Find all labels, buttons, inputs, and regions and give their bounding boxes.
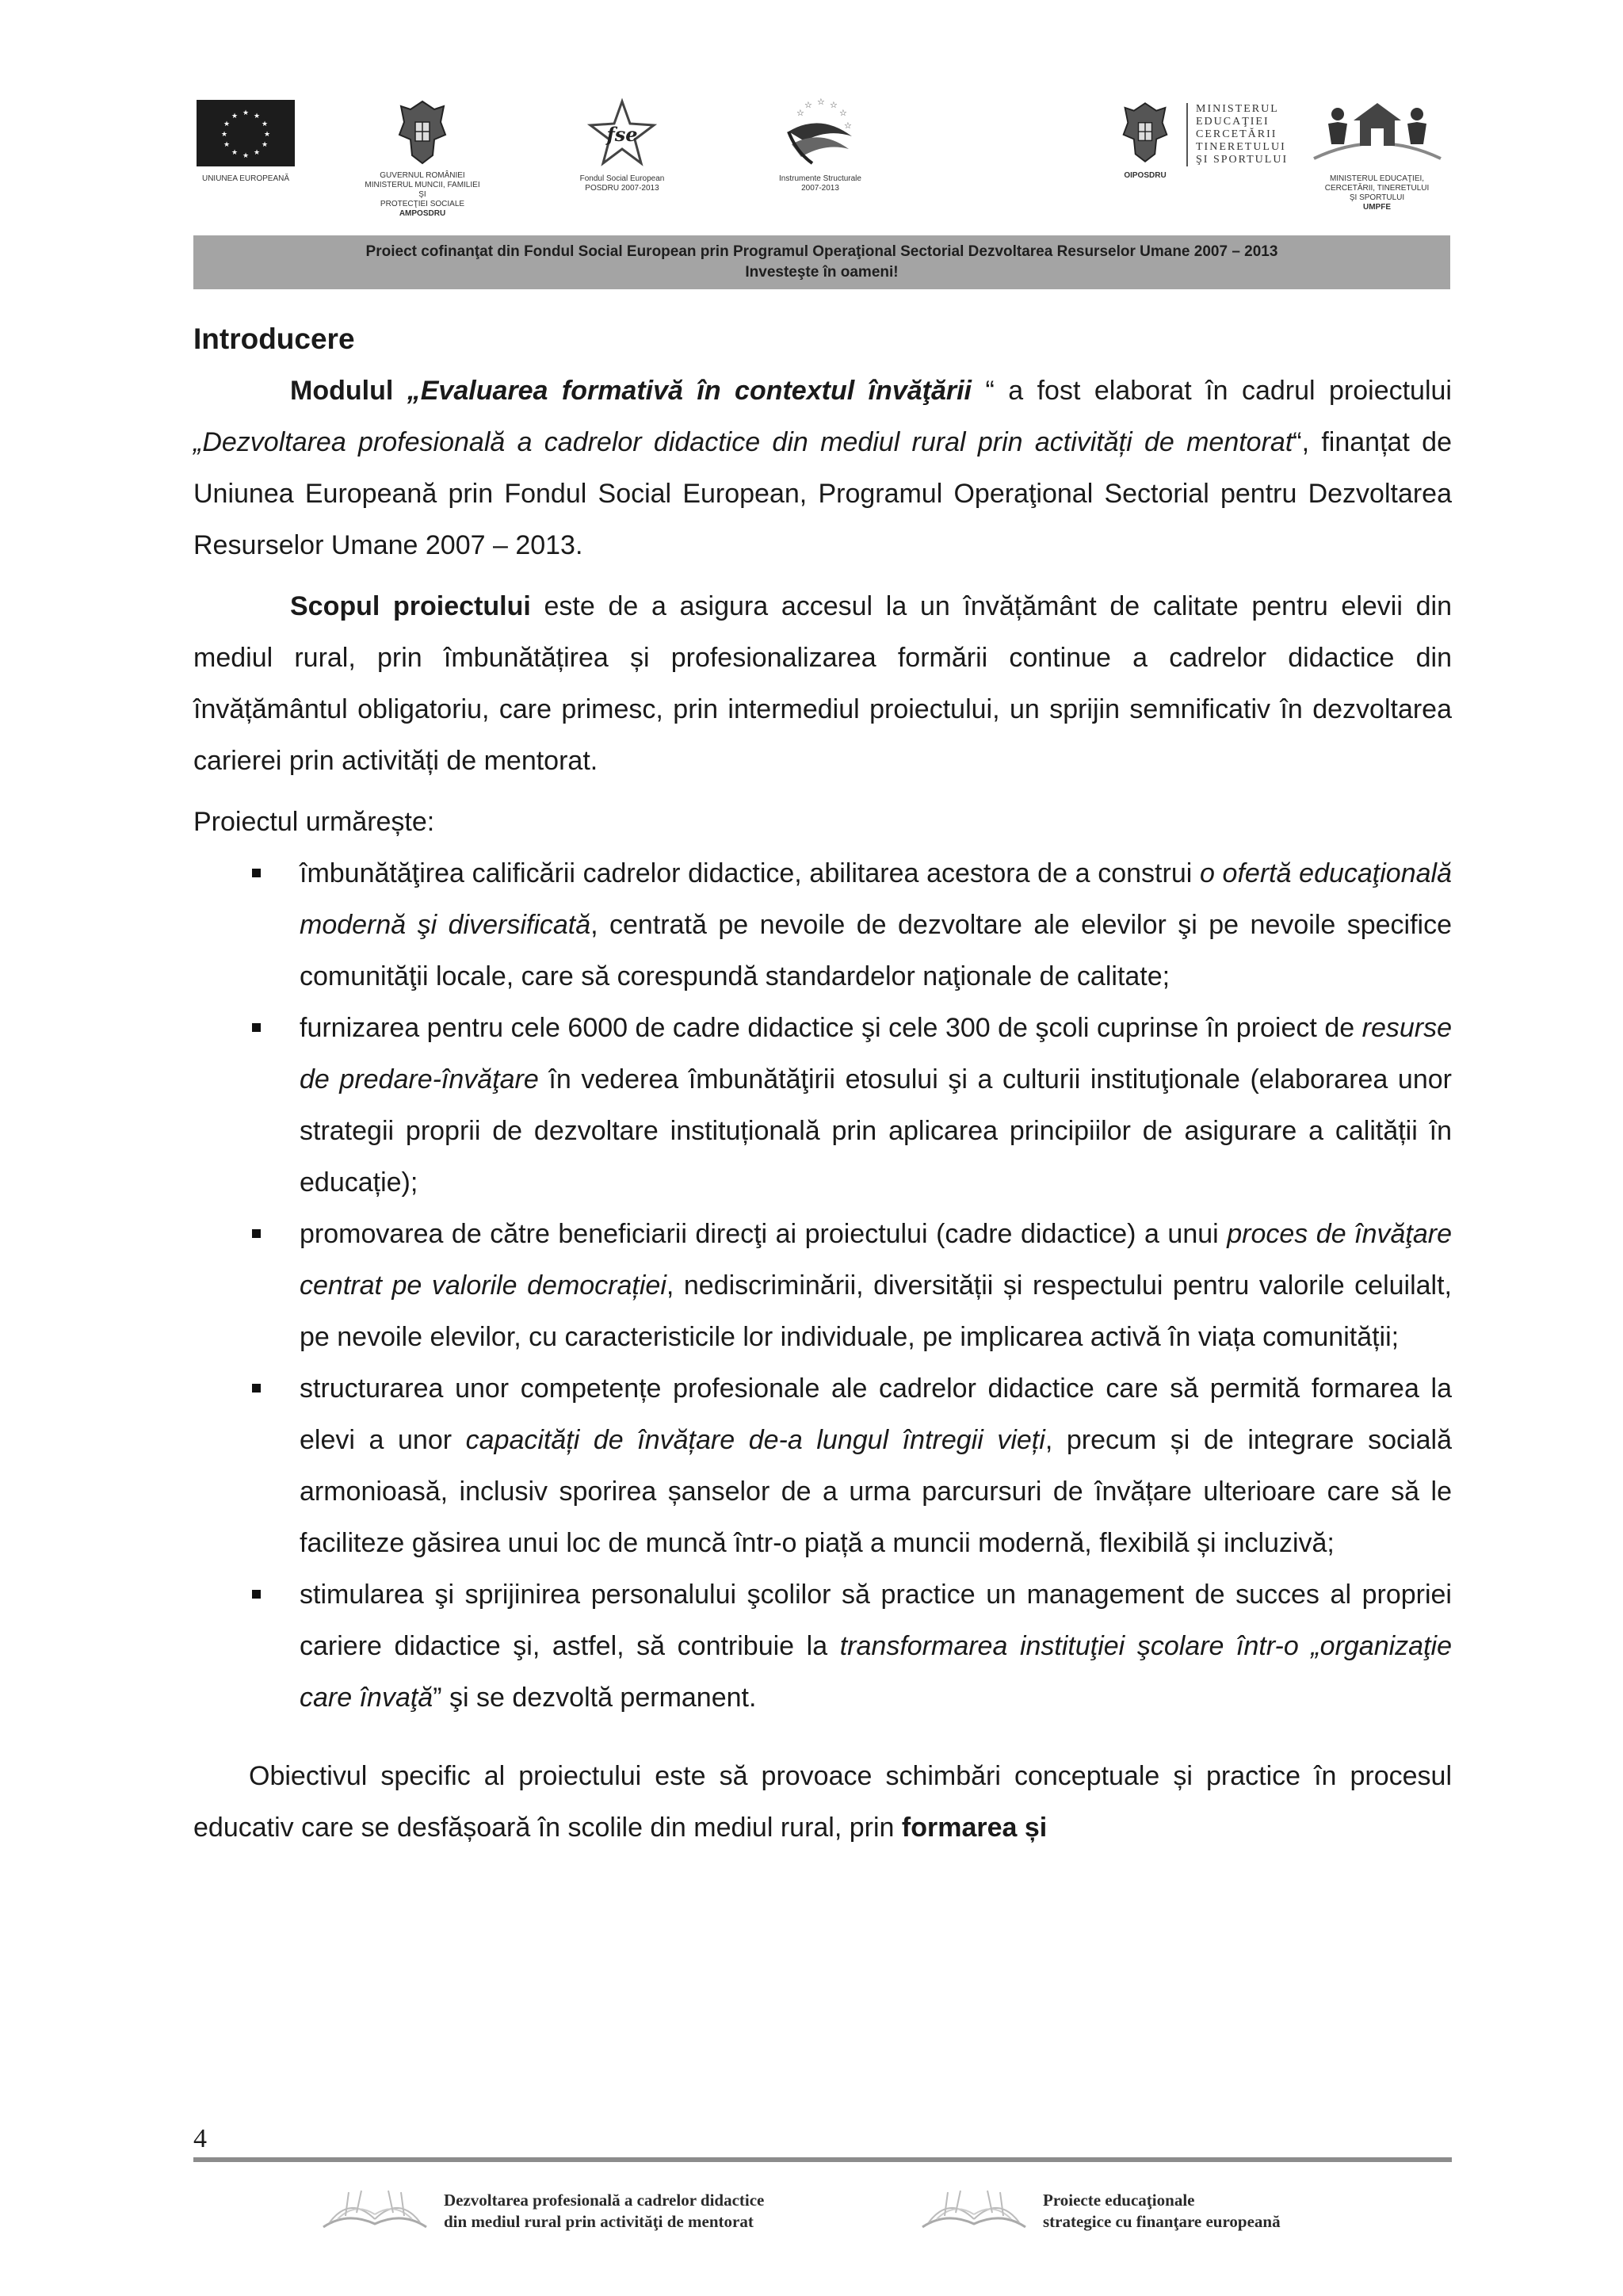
- eu-logo: [194, 100, 297, 184]
- svg-text:☆: ☆: [839, 108, 847, 118]
- paragraph-module: [193, 365, 1452, 571]
- list-item: [193, 1209, 1452, 1363]
- footer-right: [915, 2187, 1281, 2235]
- section-heading: Introducere: [193, 323, 355, 355]
- structural-instruments-logo: [761, 97, 880, 193]
- list-item-text: promovarea de către beneficiarii direcţi ai proiectului (cadre didactice) a unui: [300, 1219, 1228, 1249]
- bullet-square-icon: [252, 1229, 261, 1238]
- module-title: „Evaluarea formativă în contextul învăţării: [407, 376, 972, 406]
- umpfe-logo: [1300, 97, 1454, 212]
- list-item: [193, 848, 1452, 1003]
- umpfe-caption-4: UMPFE: [1363, 203, 1391, 212]
- svg-text:☆: ☆: [804, 100, 812, 110]
- list-item-text: stimularea şi sprijinirea personalului şcolilor să practice un management de succes al propriei cariere didactice şi, astfel, să contribuie la: [300, 1580, 1452, 1661]
- page-number: 4: [193, 2124, 207, 2153]
- gov-caption-4: AMPOSDRU: [399, 209, 446, 218]
- ministry-line-4: TINERETULUI: [1196, 141, 1286, 153]
- umpfe-caption-1: MINISTERUL EDUCAŢIEI,: [1329, 174, 1425, 183]
- objective-bold: formarea și: [901, 1813, 1048, 1843]
- ministry-line-1: MINISTERUL: [1196, 103, 1279, 115]
- ministry-line-2: EDUCAŢIEI: [1196, 116, 1270, 128]
- footer-divider: [193, 2157, 1452, 2162]
- footer-right-text: [1043, 2190, 1281, 2233]
- svg-text:☆: ☆: [817, 97, 825, 107]
- fse-logo: [567, 97, 678, 193]
- svg-text:★: ★: [242, 109, 250, 117]
- objective-text: Obiectivul specific al proiectului este să provoace schimbări conceptuale și practice în procesul educativ care se desfășoară în scolile din mediul rural, prin: [193, 1761, 1452, 1843]
- module-lead: Modulul: [290, 376, 407, 406]
- svg-text:☆: ☆: [844, 120, 852, 131]
- list-item-text: , centrată pe nevoile de dezvoltare ale elevilor şi pe nevoile specifice comunităţii locale, care să corespundă standardelor naţionale de calitate;: [300, 910, 1452, 991]
- list-item-text: , nediscriminării, diversității și respectului pentru valorile celuilalt, pe nevoile elevilor, cu caracteristicile lor individuale, pe implicarea activă în viața comunității;: [300, 1270, 1452, 1352]
- purpose-lead: Scopul proiectului: [290, 591, 531, 621]
- svg-text:★: ★: [242, 152, 250, 160]
- svg-text:★: ★: [223, 141, 231, 149]
- list-item-emphasis: o ofertă educaţională modernă şi diversificată: [300, 858, 1452, 940]
- oiposdru-caption: OIPOSDRU: [1124, 171, 1167, 180]
- list-item-text: în vederea îmbunătăţirii etosului şi a culturii instituţionale (elaborarea unor strategii proprii de dezvoltare instituțională prin aplicarea principiilor de asigurare a calității în educație);: [300, 1064, 1452, 1198]
- svg-text:★: ★: [263, 131, 271, 139]
- open-book-icon: [315, 2187, 434, 2235]
- government-logo: [363, 98, 482, 219]
- paragraph-objective: [193, 1751, 1452, 1854]
- purpose-text: este de a asigura accesul la un învățământ de calitate pentru elevii din mediul rural, prin îmbunătățirea și profesionalizarea formării continue a cadrelor didactice din învățământul obligatoriu, care primesc, prin intermediul proiectului, un sprijin semnificativ în dezvoltarea carierei prin activități de mentorat.: [193, 591, 1452, 776]
- list-item-emphasis: capacități de învățare de-a lungul întregii vieți: [465, 1425, 1045, 1455]
- footer-left-line-1: Dezvoltarea profesională a cadrelor didactice: [444, 2191, 765, 2210]
- gov-caption-1: GUVERNUL ROMÂNIEI: [380, 171, 465, 180]
- svg-text:★: ★: [261, 141, 269, 149]
- ministry-crest-icon: [1119, 98, 1171, 166]
- umpfe-icon: [1306, 97, 1449, 170]
- svg-text:☆: ☆: [830, 100, 838, 110]
- bullet-square-icon: [252, 1023, 261, 1032]
- list-item: [193, 1363, 1452, 1569]
- ministry-name: [1186, 103, 1288, 166]
- svg-text:★: ★: [261, 120, 269, 128]
- svg-text:fse: fse: [606, 123, 638, 146]
- eu-flag-icon: [197, 100, 295, 166]
- list-item-text: furnizarea pentru cele 6000 de cadre didactice şi cele 300 de şcoli cuprinse în proiect de: [300, 1013, 1362, 1043]
- footer-left: [315, 2187, 764, 2235]
- fse-caption-2: POSDRU 2007-2013: [585, 184, 659, 193]
- bullet-square-icon: [252, 1590, 261, 1599]
- paragraph-aims-intro: Proiectul urmărește:: [193, 807, 435, 837]
- list-item-emphasis: resurse de predare-învăţare: [300, 1013, 1452, 1095]
- umpfe-caption-3: ŞI SPORTULUI: [1349, 193, 1405, 202]
- fse-star-icon: [584, 97, 660, 170]
- svg-text:★: ★: [231, 113, 239, 120]
- cofinancing-banner: [193, 235, 1450, 289]
- instr-caption-1: Instrumente Structurale: [779, 174, 861, 183]
- list-item-text: structurarea unor competențe profesionale ale cadrelor didactice care să permită formarea la elevi a unor: [300, 1373, 1452, 1455]
- umpfe-caption-2: CERCETĂRII, TINERETULUI: [1324, 184, 1430, 193]
- project-title: „Dezvoltarea profesională a cadrelor didactice din mediul rural prin activități de mentorat: [193, 427, 1293, 457]
- banner-line-1: Proiect cofinanţat din Fondul Social European prin Programul Operaţional Sectorial Dezvoltarea Resurselor Umane 2007 – 2013: [365, 243, 1278, 260]
- module-text-2: “, finanțat de Uniunea Europeană prin Fondul Social European, Programul Operaţional Sectorial pentru Dezvoltarea Resurselor Umane 2007 – 2013.: [193, 427, 1452, 560]
- open-book-icon: [915, 2187, 1033, 2235]
- list-item-text: ” şi se dezvoltă permanent.: [433, 1683, 757, 1713]
- structural-instruments-icon: [781, 97, 860, 170]
- ministry-line-5: ŞI SPORTULUI: [1196, 154, 1289, 166]
- oiposdru-logo: [1109, 98, 1181, 181]
- ministry-line-3: CERCETĂRII: [1196, 128, 1277, 140]
- svg-text:☆: ☆: [796, 108, 804, 118]
- page-content: [193, 317, 1452, 1854]
- footer-right-line-1: Proiecte educaţionale: [1043, 2191, 1195, 2210]
- list-item-emphasis: proces de învăţare centrat pe valorile democrației: [300, 1219, 1452, 1301]
- footer-right-line-2: strategice cu finanţare europeană: [1043, 2212, 1281, 2231]
- fse-caption-1: Fondul Social European: [579, 174, 665, 183]
- module-text-1: “ a fost elaborat în cadrul proiectului: [972, 376, 1452, 406]
- svg-text:★: ★: [231, 149, 239, 157]
- list-item-text: îmbunătăţirea calificării cadrelor didactice, abilitarea acestora de a construi: [300, 858, 1200, 888]
- bullet-square-icon: [252, 1384, 261, 1392]
- svg-text:★: ★: [253, 113, 261, 120]
- list-item: [193, 1569, 1452, 1724]
- gov-caption-2: MINISTERUL MUNCII, FAMILIEI ŞI: [365, 181, 480, 199]
- aims-list: [193, 848, 1452, 1724]
- gov-caption-3: PROTECŢIEI SOCIALE: [380, 200, 465, 208]
- svg-text:★: ★: [223, 120, 231, 128]
- bullet-square-icon: [252, 869, 261, 877]
- paragraph-purpose: [193, 581, 1452, 787]
- banner-line-2: Investeşte în oameni!: [745, 264, 899, 281]
- footer-left-line-2: din mediul rural prin activităţi de mentorat: [444, 2212, 754, 2231]
- list-item: [193, 1003, 1452, 1209]
- eu-caption: UNIUNEA EUROPEANĂ: [201, 174, 290, 183]
- coat-of-arms-icon: [395, 98, 450, 166]
- svg-text:★: ★: [220, 131, 228, 139]
- instr-caption-2: 2007-2013: [801, 184, 839, 193]
- svg-text:★: ★: [253, 149, 261, 157]
- list-item-emphasis: transformarea instituţiei şcolare într-o „organizaţie care învaţă: [300, 1631, 1452, 1713]
- list-item-text: , precum și de integrare socială armonioasă, inclusiv sporirea șanselor de a urma parcursuri de învățare ulterioare care să le faciliteze găsirea unui loc de muncă într-o piață a muncii modernă, flexibilă și incluzivă;: [300, 1425, 1452, 1558]
- footer-left-text: [444, 2190, 764, 2233]
